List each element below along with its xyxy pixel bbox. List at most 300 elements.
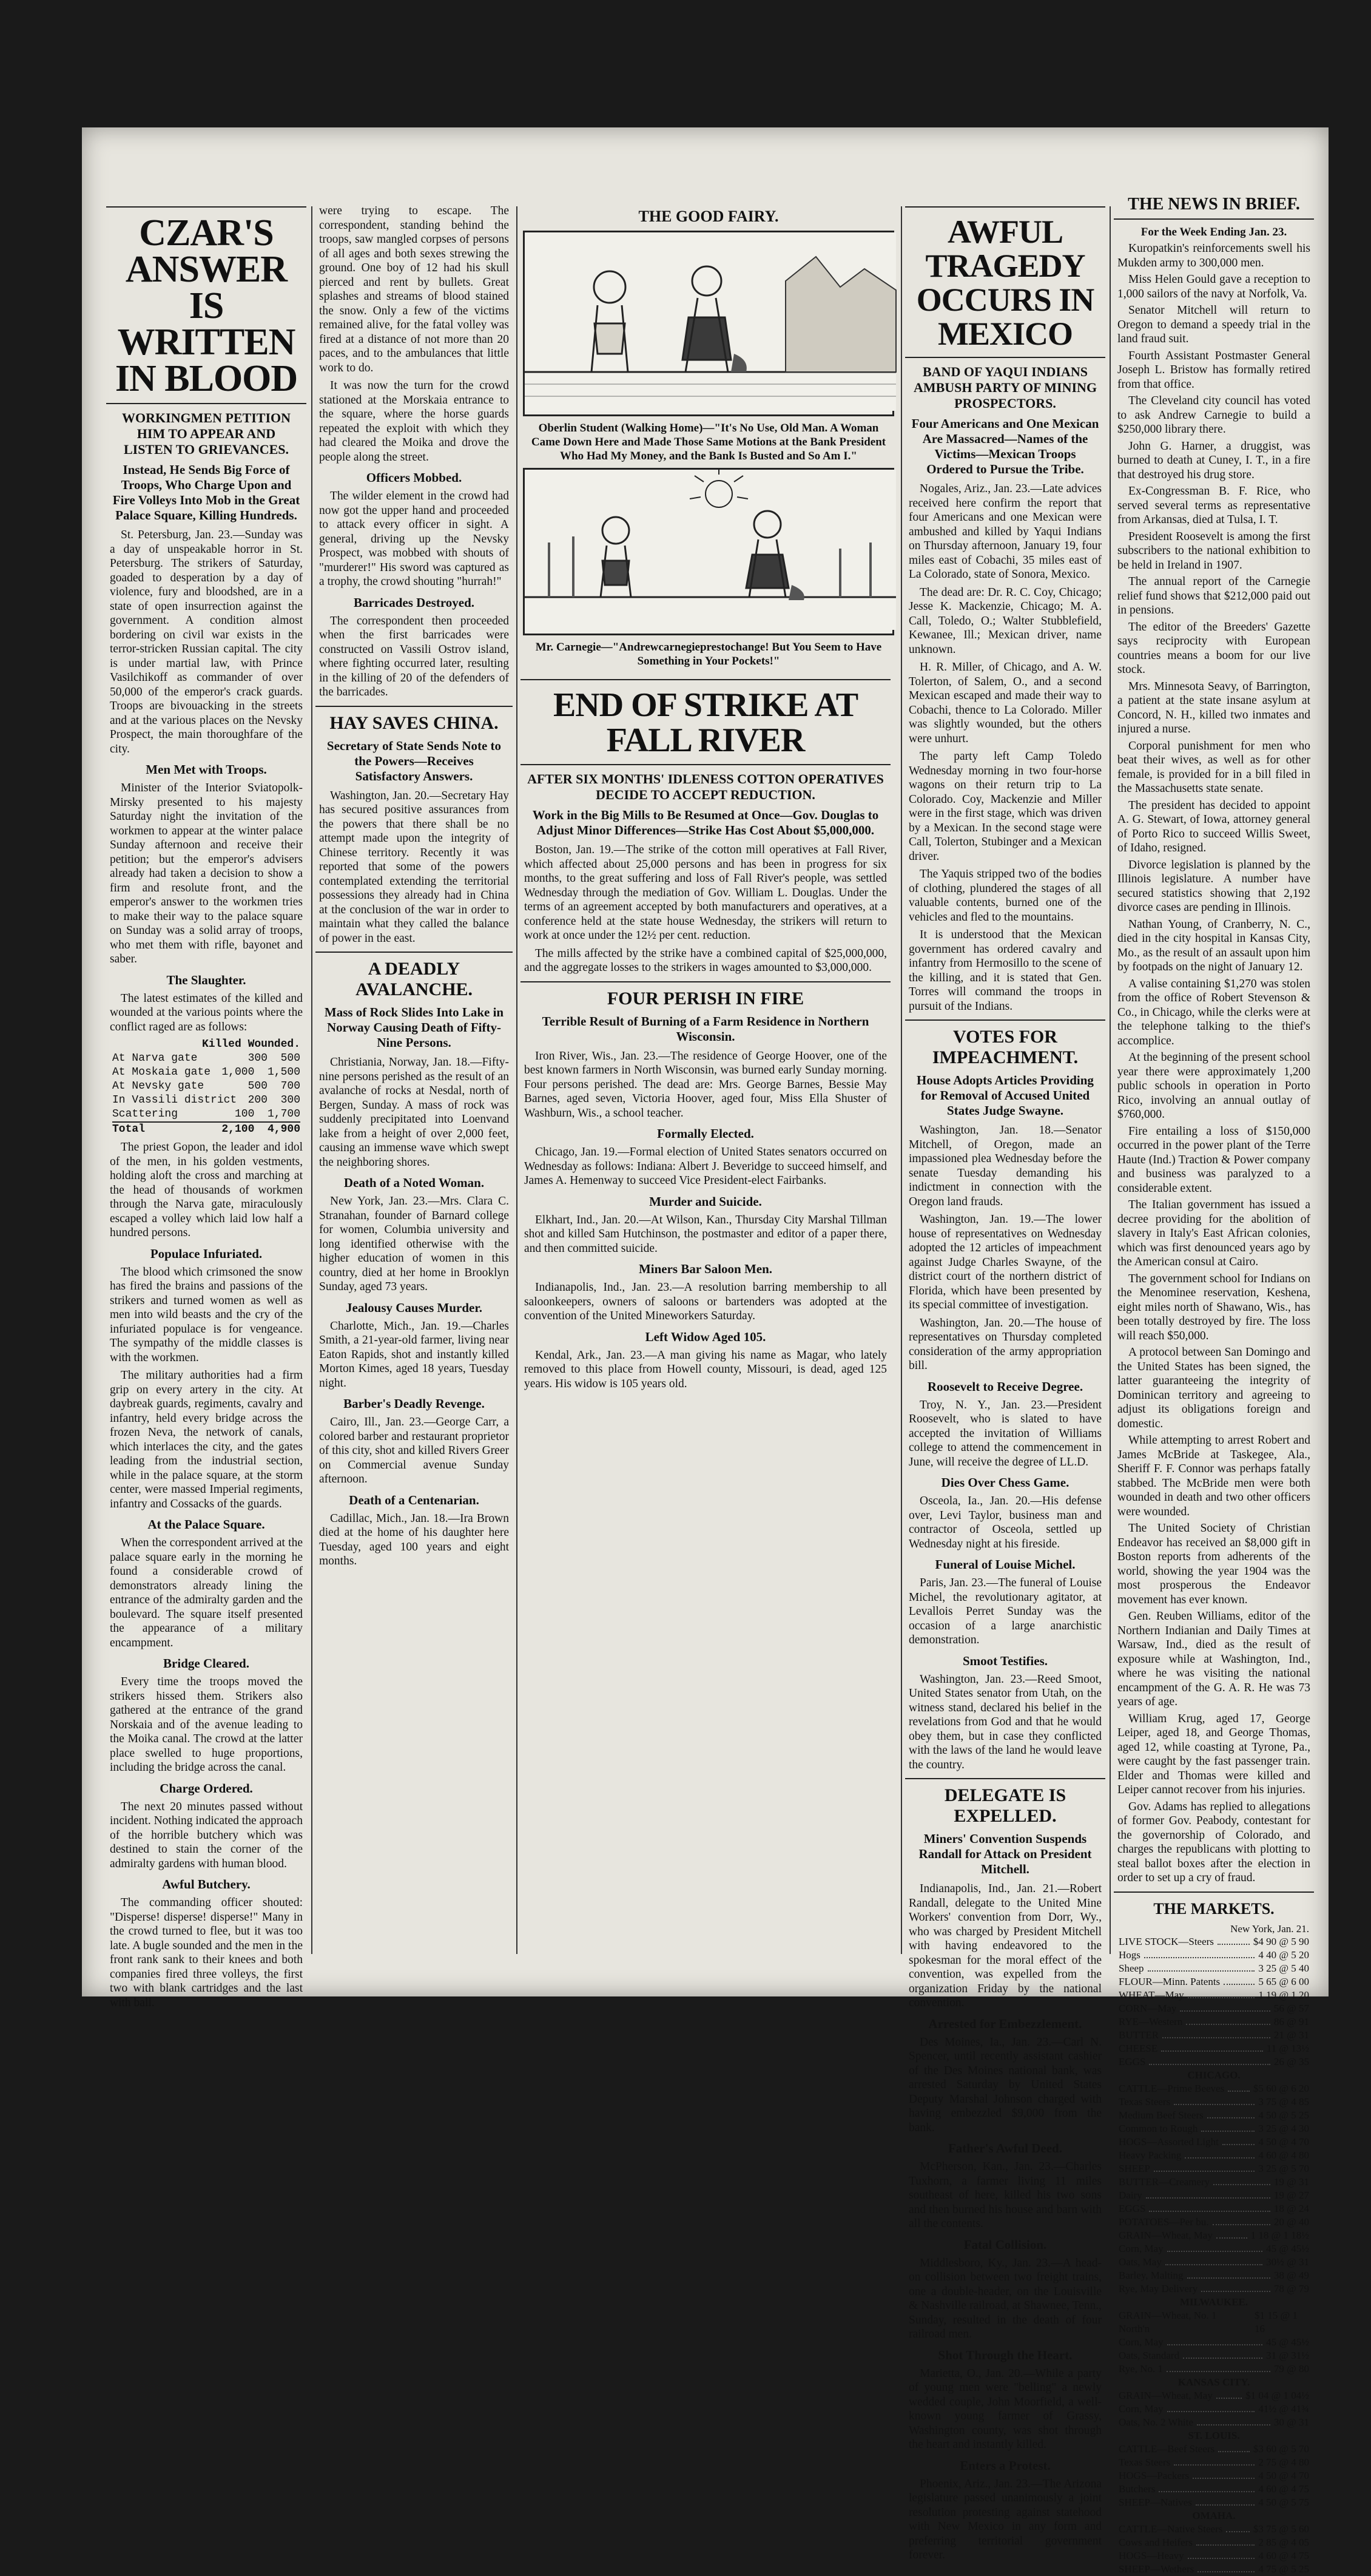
divider [315, 706, 513, 707]
market-item: EGGS [1119, 2202, 1146, 2214]
list-item: Fourth Assistant Postmaster General Joseph L. Bristow has formally retired from that office. [1117, 349, 1310, 391]
leader-dots [1226, 2523, 1249, 2532]
leader-dots [1174, 2456, 1255, 2466]
market-price: 4 50 @ 4 70 [1258, 2469, 1309, 2481]
leader-dots [1193, 2469, 1255, 2479]
deck-czar-1: WORKINGMEN PETITION HIM TO APPEAR AND LISTEN TO GRIEVANCES. [121, 410, 291, 457]
market-item: CATTLE—Prime Beeves [1119, 2082, 1225, 2094]
headline-czar: CZAR'S ANSWER IS WRITTEN IN BLOOD [115, 212, 298, 399]
market-row [1119, 2269, 1309, 2282]
table-cell: 300 [280, 1094, 300, 1106]
headline-fire: FOUR PERISH IN FIRE [607, 988, 804, 1009]
market-row [1119, 2202, 1309, 2216]
market-row [1119, 2002, 1309, 2015]
article-paragraph: McPherson, Kan., Jan. 23.—Charles Tuxhorn, a farmer living 11 miles southeast of here, killed his two sons and then burned his house and barn with all the contents. [909, 2160, 1102, 2230]
table-cell: 500 [248, 1080, 268, 1092]
article-paragraph: Middlesboro, Ky., Jan. 23.—A head-on collision between two freight trains, one a double-header, on the Louisville & Nashville railroad, at Shawnee, Tenn., Sunday, resulted in the death of four railroad men. [909, 2256, 1102, 2341]
market-row [1119, 1935, 1309, 1949]
headline-impeachment: VOTES FOR IMPEACHMENT. [932, 1027, 1079, 1067]
market-item: SHEEP—Wethers [1119, 2563, 1194, 2575]
article-paragraph: Indianapolis, Ind., Jan. 23.—A resolution barring membership to all saloonkeepers, owners of saloons or bartenders was adopted at the convention of the United Mineworkers Saturday. [524, 1281, 887, 1322]
market-item: CORN—May [1119, 2002, 1177, 2014]
market-item: Rye, May Delivery [1119, 2282, 1198, 2294]
subhead: Miners Bar Saloon Men. [638, 1262, 773, 1276]
article-paragraph: Nogales, Ariz., Jan. 23.—Late advices received here confirm the report that four Americans and one Mexican were ambushed and killed by Yaqui Indians on Thursday afternoon, January 19, four miles east of Cobachi, 35 miles east of La Colorado, state of Sonora, Mexico. [909, 482, 1102, 581]
subhead: Jealousy Causes Murder. [346, 1300, 482, 1315]
table-cell: 1,500 [267, 1066, 300, 1078]
market-row [1119, 2229, 1309, 2242]
market-price: $1 15 @ 1 16 [1254, 2309, 1298, 2334]
cartoon-illustration [525, 232, 896, 411]
news-in-brief-week: For the Week Ending Jan. 23. [1140, 226, 1287, 238]
divider [905, 206, 1105, 208]
table-row [112, 1052, 300, 1066]
list-item: The Cleveland city council has voted to ask Andrew Carnegie to build a $250,000 library there. [1117, 394, 1310, 436]
market-price: 2 75 @ 4 80 [1258, 2456, 1309, 2468]
leader-dots [1213, 2216, 1270, 2225]
table-cell: Scattering [112, 1108, 178, 1120]
market-item: Oats, May [1119, 2256, 1162, 2268]
market-item: LIVE STOCK—Steers [1119, 1935, 1214, 1947]
article-paragraph: Washington, Jan. 20.—The house of representatives on Thursday completed consideration of the army appropriation bill. [909, 1316, 1102, 1372]
subhead: Shot Through the Heart. [938, 2347, 1073, 2362]
market-row [1119, 1989, 1309, 2002]
subhead: Enters a Protest. [960, 2458, 1051, 2473]
leader-dots [1216, 2229, 1247, 2239]
market-row [1119, 2122, 1309, 2135]
market-row [1119, 2109, 1309, 2122]
column-3 [520, 200, 897, 1960]
market-item: ST. LOUIS. [1188, 2429, 1240, 2441]
subhead: Men Met with Troops. [146, 762, 267, 777]
market-row [1119, 2336, 1309, 2349]
market-price: 4 60 @ 4 75 [1258, 2483, 1309, 2495]
leader-dots [1213, 2175, 1270, 2185]
leader-dots [1216, 2389, 1242, 2399]
leader-dots [1154, 2162, 1255, 2172]
article-paragraph: Chicago, Jan. 19.—Formal election of United States senators occurred on Wednesday as follows: Indiana: Albert J. Beveridge to succeed himself, and James A. Hemenway to succeed Vice President-elect Fairbanks. [524, 1146, 887, 1187]
headline-hay: HAY SAVES CHINA. [329, 712, 499, 733]
list-item: The editor of the Breeders' Gazette says reciprocity with European countries means a boom for our live stock. [1117, 620, 1310, 676]
list-item: The annual report of the Carnegie relief fund shows that $212,000 paid out in pensions. [1117, 575, 1310, 617]
table-cell: 700 [280, 1080, 300, 1092]
market-price: $5 60 @ 6 20 [1253, 2082, 1309, 2094]
article-paragraph: Indianapolis, Ind., Jan. 21.—Robert Randall, delegate to the United Mine Workers' convention from Dorr, Wy., who was charged by President Mitchell with having endeavored to the spokesman for the moral effect of the convention, was expelled from the organization Friday by the national convention. [909, 1882, 1102, 2009]
headline-mexico: AWFUL TRAGEDY OCCURS IN MEXICO [916, 214, 1094, 352]
subhead: Bridge Cleared. [163, 1656, 249, 1671]
column-rule [901, 206, 902, 1954]
market-item: KANSAS CITY. [1177, 2376, 1250, 2388]
market-price: 19 @ 31 [1273, 2175, 1309, 2188]
market-item: GRAIN—Wheat, May [1119, 2389, 1213, 2401]
market-row [1119, 2389, 1309, 2402]
subhead: Roosevelt to Receive Degree. [927, 1379, 1083, 1394]
market-item: OMAHA. [1192, 2509, 1236, 2521]
market-price: 56 @ 57 [1273, 2002, 1309, 2014]
table-row [112, 1121, 300, 1137]
deck-impeachment: House Adopts Articles Providing for Removal of Accused United States Judge Swayne. [917, 1073, 1094, 1118]
market-row [1119, 2216, 1309, 2229]
divider [520, 764, 891, 765]
market-item: EGGS [1119, 2055, 1146, 2067]
article-paragraph: The priest Gopon, the leader and idol of the men, in his golden vestments, holding aloft the cross and marching at the head of thousands of workmen through the Narva gate, miraculously escaped a volley which laid low half a hundred persons. [110, 1141, 303, 1239]
leader-dots [1167, 2362, 1270, 2372]
article-paragraph: Charlotte, Mich., Jan. 19.—Charles Smith, a 21-year-old farmer, living near Eaton Rapids, shot and instantly killed Morton Kimes, aged 18 years, Tuesday night. [319, 1319, 509, 1390]
fall-river-and-more [520, 673, 897, 1394]
article-paragraph: The commanding officer shouted: "Disperse! disperse! disperse!" Many in the crowd turned to flee, but it was too late. A bugle sounded and the men in the front rank sank to their knees and both companies fired three volleys, the first two with blank cartridges and the last with ball. [110, 1896, 303, 2009]
headline-avalanche: A DEADLY AVALANCHE. [355, 959, 473, 999]
market-item: Oats, Standard [1119, 2349, 1180, 2361]
leader-dots [1188, 1989, 1255, 1998]
deck-hay: Secretary of State Sends Note to the Powers—Receives Satisfactory Answers. [326, 738, 502, 783]
list-item: John G. Harner, a druggist, was burned to death at Cuney, I. T., in a fire that destroyed his drug store. [1117, 439, 1310, 481]
markets-list [1114, 1935, 1314, 2576]
article-paragraph: The blood which crimsoned the snow has fired the brains and passions of the strikers and turned women as well as men into wild beasts and the cry of the infuriated populace is for vengeance. The sympathy of the middle classes is with the workmen. [110, 1265, 303, 1364]
market-price: 38 @ 49 [1273, 2269, 1309, 2281]
divider [905, 1019, 1105, 1021]
subhead: Arrested for Embezzlement. [928, 2016, 1082, 2031]
market-item: GRAIN—Wheat, No. 1 North'n [1119, 2309, 1217, 2334]
market-item: MILWAUKEE. [1179, 2296, 1248, 2308]
cartoon-title: THE GOOD FAIRY. [638, 208, 779, 225]
leader-dots [1174, 2095, 1255, 2105]
article-paragraph: Marietta, O., Jan. 20.—While a party of young men were "belling" a newly wedded couple, John Moorfield, a well-known young farmer of Grassy, Washington county, was shot through the heart and instantly killed. [909, 2367, 1102, 2451]
leader-dots [1188, 2549, 1255, 2559]
market-item: Dairy [1119, 2189, 1142, 2201]
article-paragraph: The wilder element in the crowd had now got the upper hand and proceeded to attack every officer in sight. A general, driving up the Nevsky Prospect, was mobbed with shouts of "murderer!" His sword was captured as a trophy, the crowd shouting "hurrah!" [319, 490, 509, 588]
divider [315, 952, 513, 953]
market-price: 4 60 @ 4 80 [1258, 2149, 1309, 2161]
column-rule [311, 206, 312, 1954]
column-rule [1110, 206, 1111, 1954]
market-item: Corn, May [1119, 2402, 1164, 2415]
table-cell: At Narva gate [112, 1052, 198, 1064]
market-row [1119, 2456, 1309, 2469]
market-row [1119, 2015, 1309, 2029]
cartoon-good-fairy [523, 231, 894, 416]
subhead: Formally Elected. [657, 1126, 754, 1141]
article-paragraph: Troy, N. Y., Jan. 23.—President Roosevelt, who is slated to have accepted the invitation of Williams college to attend the commencement in June, will receive the degree of LL.D. [909, 1398, 1102, 1469]
subhead: Funeral of Louise Michel. [935, 1557, 1076, 1572]
list-item: Senator Mitchell will return to Oregon to demand a speedy trial in the land fraud suit. [1117, 304, 1310, 345]
leader-dots [1146, 2189, 1270, 2199]
article-paragraph: The military authorities had a firm grip on every artery in the city. At daybreak guards, regiments, cavalry and infantry, held every bridge across the frozen Neva, the network of canals, which interlaces the city, and the gates leading from the industrial section, while in the palace square, at the storm center, were massed Imperial regiments, infantry and Cossacks of the guards. [110, 1369, 303, 1510]
leader-dots [1161, 2042, 1262, 2052]
column-2 [315, 200, 513, 1960]
market-price: 4 40 @ 5 20 [1258, 1949, 1309, 1961]
market-row [1119, 2402, 1309, 2416]
market-row [1119, 1949, 1309, 1962]
table-cell: 2,100 [221, 1123, 255, 1135]
market-row [1119, 2362, 1309, 2376]
leader-dots [1180, 2002, 1270, 2012]
market-row [1119, 2282, 1309, 2296]
article-paragraph: The party left Camp Toledo Wednesday morning in two four-horse wagons on their return trip to La Colorado. Coy, Mackenzie and Miller were in the first stage, which was driven by a Mexican. In the second stage were Call, Tolerton, Stubinger and a Mexican driver. [909, 750, 1102, 863]
leader-dots [1185, 2149, 1255, 2158]
leader-dots [1162, 2029, 1270, 2038]
leader-dots [1198, 2563, 1255, 2572]
table-cell: 300 [248, 1052, 268, 1064]
article-paragraph: Christiania, Norway, Jan. 18.—Fifty-nine persons perished as the result of an avalanche of rocks at Nesdal, north of Bergen, Sunday. A mass of rock was suddenly precipitated into Loenvand lake from a height of over 2,000 feet, causing an immense wave which swept the neighboring shores. [319, 1056, 509, 1169]
deck-fire: Terrible Result of Burning of a Farm Residence in Northern Wisconsin. [542, 1013, 869, 1044]
subhead: Smoot Testifies. [962, 1653, 1048, 1668]
market-price: 4 75 @ 5 25 [1258, 2563, 1309, 2575]
article-paragraph: Phoenix, Ariz., Jan. 23.—The Arizona legislature passed unanimously a joint resolution protesting against statehood with New Mexico in any form and preferring territorial government forever. [909, 2477, 1102, 2561]
market-row [1119, 2189, 1309, 2202]
list-item: The Italian government has issued a decree providing for the abolition of slavery in Italy's East African colonies, which was first denounced years ago by the American consul at Cairo. [1117, 1198, 1310, 1268]
article-paragraph: Washington, Jan. 23.—Reed Smoot, United States senator from Utah, on the witness stand, declared his belief in the revelations from God and that he would obey them, but in case they conflicted with the laws of the land he would leave the country. [909, 1672, 1102, 1771]
column-3-lower [520, 673, 891, 1394]
market-item: HOGS—Heavy [1119, 2549, 1184, 2561]
market-item: SHEEP [1119, 2162, 1150, 2174]
leader-dots [1186, 2015, 1270, 2025]
market-row [1119, 2563, 1309, 2576]
article-paragraph: The mills affected by the strike have a combined capital of $25,000,000, and the aggregate losses to the strikers in wages amounted to $3,000,000. [524, 947, 887, 974]
leader-dots [1207, 2109, 1255, 2118]
market-row [1119, 2042, 1309, 2055]
market-row [1119, 2256, 1309, 2269]
market-price: 86 @ 91 [1273, 2015, 1309, 2027]
table-cell: At Nevsky gate [112, 1080, 204, 1092]
deck-delegate: Miners' Convention Suspends Randall for Attack on President Mitchell. [918, 1831, 1092, 1876]
article-paragraph: Iron River, Wis., Jan. 23.—The residence of George Hoover, one of the best known farmers in North Wisconsin, was burned early Sunday morning. Four persons perished. The dead are: Mrs. George Barnes, Bessie May Barnes, aged seven, Victoria Hoover, aged four, Miss Ella Shuster of Washburn, Wis., a school teacher. [524, 1049, 887, 1120]
casualty-table [112, 1038, 300, 1137]
table-cell: 1,000 [221, 1066, 255, 1078]
markets-subtitle: New York, Jan. 21. [1230, 1922, 1309, 1935]
leader-dots [1196, 2496, 1255, 2506]
market-price: 3 25 @ 5 40 [1258, 1962, 1309, 1974]
market-price: 26 @ 35 [1273, 2055, 1309, 2067]
article-paragraph: were trying to escape. The correspondent, standing behind the troops, saw mangled corpses of persons of all ages and both sexes strewing the ground. One boy of 12 had his skull pierced and rent by bullets. Great splashes and streams of blood stained the snow. Only a few of the victims remained alive, for the fatal volley was fired at a distance of not more than 20 paces, and to the ambulances that little work to do. [319, 205, 509, 374]
list-item: The government school for Indians on the Menominee reservation, Keshena, eight miles north of Shawano, Wis., has been totally destroyed by fire. The loss will reach $50,000. [1117, 1272, 1310, 1342]
market-price: 2 85 @ 4 05 [1258, 2536, 1309, 2548]
newspaper-page [82, 127, 1329, 2575]
cartoon-illustration [525, 470, 896, 630]
article-paragraph: Boston, Jan. 19.—The strike of the cotton mill operatives at Fall River, which affected about 25,000 persons and has been in progress for six months, to the great suffering and loss of Fall River's people, was settled Wednesday through the mediation of Gov. William L. Douglas. Under the terms of an agreement accepted by both manufacturers and operatives, at a conference held at the state house Wednesday, the strikers will return to work at once under the 12½ per cent. reduction. [524, 843, 887, 942]
deck-avalanche: Mass of Rock Slides Into Lake in Norway Causing Death of Fifty-Nine Persons. [324, 1005, 504, 1050]
table-cell: 1,700 [267, 1108, 300, 1120]
market-item: Texas Steers [1119, 2095, 1171, 2108]
market-row [1119, 2536, 1309, 2549]
leader-dots [1165, 2256, 1262, 2265]
leader-dots [1167, 2242, 1262, 2252]
market-price: $3 75 @ 5 60 [1253, 2523, 1309, 2535]
article-paragraph: Paris, Jan. 23.—The funeral of Louise Michel, the revolutionary agitator, at Levallois Perret Sunday was the occasion of a large anarchistic demonstration. [909, 1577, 1102, 1646]
column-4 [905, 200, 1105, 2561]
list-item: The president has decided to appoint A. G. Stewart, of Iowa, attorney general of Porto Rico to succeed Willis Sweet, of Idaho, resigned. [1117, 799, 1310, 854]
article-paragraph: Kendal, Ark., Jan. 23.—A man giving his name as Magar, who lately removed to this place from Howell county, Missouri, is dead, aged 125 years. His widow is 105 years old. [524, 1348, 887, 1390]
market-item: Oats, No. 2 White [1119, 2416, 1193, 2428]
market-price: 21 @ 31 [1273, 2029, 1309, 2041]
subhead: Death of a Noted Woman. [343, 1175, 485, 1190]
subhead: Barricades Destroyed. [353, 595, 475, 610]
market-price: 1 18 @ 1 18½ [1250, 2229, 1309, 2241]
market-price: 5 65 @ 6 00 [1258, 1975, 1309, 1987]
market-price: 18 @ 24 [1273, 2202, 1309, 2214]
market-row [1119, 2242, 1309, 2256]
leader-dots [1167, 2402, 1255, 2412]
headline-fall-river: END OF STRIKE AT FALL RIVER [553, 686, 858, 759]
market-price: 3 25 @ 5 70 [1258, 2162, 1309, 2174]
market-price: 1 19 @ 1 20 [1258, 1989, 1309, 2001]
list-item: A protocol between San Domingo and the United States has been signed, the latter guaranteeing the integrity of Dominican territory and agreeing to adjust its obligations foreign and domestic. [1117, 1346, 1310, 1430]
article-paragraph: Cairo, Ill., Jan. 23.—George Carr, a colored barber and restaurant proprietor of this city, shot and killed Rivers Greer on Commercial avenue Sunday afternoon. [319, 1416, 509, 1486]
leader-dots [1144, 1949, 1255, 1958]
subhead: Father's Awful Deed. [948, 2141, 1062, 2155]
list-item: Gen. Reuben Williams, editor of the Northern Indianian and Daily Times at Warsaw, Ind., died as the result of exposure while at Washington, Ind., where he was visiting the national encampment of the G. A. R. He was 73 years of age. [1117, 1610, 1310, 1708]
market-item: Butchers [1119, 2483, 1156, 2495]
leader-dots [1187, 2269, 1270, 2279]
divider [520, 981, 891, 982]
list-item: Divorce legislation is planned by the Illinois legislature. A number have secured statistics showing that 2,192 divorce cases are pending in Illinois. [1117, 858, 1310, 914]
market-price: 20 @ 40 [1273, 2216, 1309, 2228]
market-item: SHEEP—Natives [1119, 2496, 1192, 2508]
article-paragraph: Minister of the Interior Sviatopolk-Mirsky presented to his majesty Saturday night the invitation of the workmen to appear at the winter palace Sunday afternoon and receive their petition; but the emperor's advisers already had taken a decision to show a firm and resolute front, and the emperor's answer to the workmen tries to make their way to the palace square on Sunday was a solid array of troops, who met them with rifle, bayonet and saber. [110, 782, 303, 965]
markets-title: THE MARKETS. [1153, 1899, 1275, 1918]
market-row [1119, 2416, 1309, 2429]
market-row [1119, 2483, 1309, 2496]
market-price: 4 50 @ 5 25 [1258, 2109, 1309, 2121]
market-item: Heavy Packing [1119, 2149, 1182, 2161]
market-row [1119, 2149, 1309, 2162]
market-price: $1 04 @ 1 04½ [1245, 2389, 1309, 2401]
list-item: Nathan Young, of Cranberry, N. C., died in the city hospital in Kansas City, Mo., as the result of an assault upon him by footpads on the night of January 12. [1117, 918, 1310, 973]
list-item: While attempting to arrest Robert and James McBride at Taskegee, Ala., Sheriff F. F. Connor was perhaps fatally stabbed. The McBride men were both wounded in death and two other officers were wounded. [1117, 1434, 1310, 1518]
market-row [1119, 2309, 1309, 2336]
market-price: $3 60 @ 5 70 [1253, 2442, 1309, 2455]
subhead: Fatal Collision. [963, 2237, 1047, 2252]
market-row [1119, 2082, 1309, 2095]
divider [106, 206, 306, 208]
market-item: CHICAGO. [1187, 2069, 1241, 2081]
leader-dots [1159, 2483, 1255, 2492]
deck-mexico-1: BAND OF YAQUI INDIANS AMBUSH PARTY OF MINING PROSPECTORS. [913, 364, 1097, 411]
market-item: Corn, May [1119, 2242, 1164, 2254]
column-rule [516, 206, 517, 1954]
market-price: 45 @ 45½ [1266, 2336, 1309, 2348]
list-item: Miss Helen Gould gave a reception to 1,000 sailors of the navy at Norfolk, Va. [1117, 273, 1310, 300]
market-row [1119, 2429, 1309, 2442]
article-paragraph: Washington, Jan. 19.—The lower house of representatives on Wednesday adopted the 12 articles of impeachment against Judge Charles Swayne, of the district court of the northern district of Florida, which have been presented by its special committee of investigation. [909, 1213, 1102, 1311]
market-price: 41½ @ 41¾ [1258, 2402, 1309, 2415]
article-paragraph: Cadillac, Mich., Jan. 18.—Ira Brown died at the home of his daughter here Tuesday, aged 100 years and eight months. [319, 1512, 509, 1567]
market-price: 4 60 @ 4 75 [1258, 2549, 1309, 2561]
article-paragraph: St. Petersburg, Jan. 23.—Sunday was a day of unspeakable horror in St. Petersburg. The strikers of Saturday, goaded to desperation by a day of violence, fury and bloodshed, are in a state of open insurrection against the government. A condition almost bordering on civil war exists in the terror-stricken Russian capital. The city is under martial law, with Prince Vasilchikoff as commander of over 50,000 of the emperor's crack guards. Troops are bivouacking in the streets and at the various places on the Nevsky Prospect, the main thoroughfare of the city. [110, 529, 303, 756]
list-item: Mrs. Minnesota Seavy, of Barrington, a patient at the state insane asylum at Concord, N. H., killed two inmates and injured a nurse. [1117, 680, 1310, 735]
market-price: 30 @ 31 [1273, 2416, 1309, 2428]
cartoon-carnegie [523, 468, 894, 635]
subhead: Charge Ordered. [160, 1780, 253, 1796]
market-item: RYE—Western [1119, 2015, 1183, 2027]
leader-dots [1201, 2282, 1270, 2292]
article-paragraph: Every time the troops moved the strikers hissed them. Strikers also gathered at the entrance of the grand Norskaia and of the avenue leading to the Moika canal. The crowd at the latter place swelled to huge proportions, including the bridge across the canal. [110, 1675, 303, 1774]
table-row [112, 1066, 300, 1080]
market-item: Sheep [1119, 1962, 1144, 1974]
cartoon-caption: Mr. Carnegie—"Andrewcarnegieprestochange! But You Seem to Have Something in Your Pockets!" [535, 641, 882, 668]
article-paragraph: Washington, Jan. 20.—Secretary Hay has secured positive assurances from the powers that there shall be no attempt made upon the integrity of Chinese territory. Recently it was reported that some of the powers contemplated extending the territorial possessions they already had in China at the conclusion of the war in order to maintain what they called the balance of power in the east. [319, 789, 509, 945]
deck-czar-2: Instead, He Sends Big Force of Troops, Who Charge Upon and Fire Volleys Into Mob in the Great Palace Square, Killing Hundreds. [112, 462, 300, 522]
market-item: WHEAT—May [1119, 1989, 1184, 2001]
subhead: Awful Butchery. [162, 1877, 251, 1891]
table-cell: In Vassili district [112, 1094, 237, 1106]
list-item: Fire entailing a loss of $150,000 occurred in the power plant of the Terre Haute (Ind.) Traction & Power company and business was paralyzed to a considerable extent. [1117, 1124, 1310, 1195]
market-row [1119, 2296, 1309, 2309]
list-item: Ex-Congressman B. F. Rice, who served several terms as representative from Arkansas, died at Tulsa, I. T. [1117, 485, 1310, 526]
subhead: Murder and Suicide. [649, 1194, 762, 1209]
article-paragraph: The Yaquis stripped two of the bodies of clothing, plundered the stages of all valuable contents, burned one of the vehicles and fled to the mountains. [909, 868, 1102, 924]
market-item: Cows and Heifers [1119, 2536, 1193, 2548]
column-1 [106, 200, 306, 2009]
market-item: HOGS—Packers [1119, 2469, 1190, 2481]
divider [905, 1778, 1105, 1779]
market-row [1119, 1975, 1309, 1989]
market-price: 31 @ 31½ [1266, 2349, 1309, 2361]
market-row [1119, 2376, 1309, 2389]
market-price: 4 50 @ 5 75 [1258, 2496, 1309, 2508]
market-price: 78 @ 79 [1273, 2282, 1309, 2294]
deck-mexico-2: Four Americans and One Mexican Are Massacred—Names of the Victims—Mexican Troops Ordered to Pursue the Tribe. [911, 416, 1099, 476]
article-paragraph: It was now the turn for the crowd stationed at the Morskaia entrance to the square, where the horse guards repeated the exploit with which they had cleared the Moika and drove the people along the street. [319, 379, 509, 464]
market-item: Barley, Malting [1119, 2269, 1184, 2281]
news-in-brief-list [1114, 242, 1314, 1885]
market-item: Texas Steers [1119, 2456, 1171, 2468]
market-item: FLOUR—Minn. Patents [1119, 1975, 1221, 1987]
market-item: GRAIN—Wheat, May [1119, 2229, 1213, 2241]
market-price: $4 90 @ 5 90 [1253, 1935, 1309, 1947]
market-row [1119, 2162, 1309, 2175]
leader-dots [1197, 2416, 1270, 2426]
market-item: Corn, May [1119, 2336, 1164, 2348]
list-item: William Krug, aged 17, George Leiper, aged 18, and George Thomas, aged 12, while coasting at Tyrone, Pa., were caught by the fast passenger train. Elder and Thomas were killed and Leiper cannot recover from his injuries. [1117, 1712, 1310, 1796]
market-price: 4 50 @ 4 70 [1258, 2135, 1309, 2148]
divider [520, 679, 891, 680]
table-row [112, 1080, 300, 1094]
leader-dots [1196, 2536, 1255, 2546]
market-price: 79 @ 80 [1273, 2362, 1309, 2375]
market-item: HOGS—Assorted Light [1119, 2135, 1219, 2148]
subhead: Officers Mobbed. [366, 470, 462, 485]
market-item: POTATOES—Per bu. [1119, 2216, 1209, 2228]
divider [1114, 1891, 1314, 1893]
market-price: 45 @ 45½ [1266, 2242, 1309, 2254]
market-item: Rye, No. 1 [1119, 2362, 1163, 2375]
article-paragraph: The dead are: Dr. R. C. Coy, Chicago; Jesse K. Mackenzie, Chicago; M. A. Call, Toledo, O.; Walter Stubblefield, Kewanee, Ill.; Mexican driver, name unknown. [909, 586, 1102, 656]
leader-dots [1218, 1935, 1250, 1945]
list-item: Kuropatkin's reinforcements swell his Mukden army to 300,000 men. [1117, 242, 1310, 269]
market-item: CATTLE—Native Steers [1119, 2523, 1223, 2535]
market-item: BUTTER—Creamery [1119, 2175, 1210, 2188]
article-paragraph: The latest estimates of the killed and wounded at the various points where the conflict raged are as follows: [110, 992, 303, 1033]
cartoon-caption: Oberlin Student (Walking Home)—"It's No Use, Old Man. A Woman Came Down Here and Made Those Same Motions at the Bank President Who Had My Money, and the Bank Is Busted and So Am I." [531, 422, 886, 462]
list-item: A valise containing $1,270 was stolen from the office of Robert Stevenson & Co., in Chicago, while the clerks were at the telephone talking to the thief's accomplice. [1117, 977, 1310, 1047]
table-header: Killed Wounded. [201, 1038, 300, 1050]
subhead: At the Palace Square. [147, 1517, 265, 1532]
subhead: Populace Infuriated. [150, 1246, 263, 1261]
market-row [1119, 2069, 1309, 2082]
article-paragraph: Washington, Jan. 18.—Senator Mitchell, of Oregon, made an impassioned plea Wednesday before the senate Tuesday demanding his indictment in connection with the Oregon land frauds. [909, 1124, 1102, 1208]
leader-dots [1222, 2135, 1255, 2145]
subhead: Barber's Deadly Revenge. [343, 1396, 485, 1411]
market-row [1119, 2095, 1309, 2109]
leader-dots [1167, 2336, 1262, 2345]
table-row [112, 1107, 300, 1121]
table-cell: Total [112, 1123, 146, 1135]
market-row [1119, 2029, 1309, 2042]
market-row [1119, 2135, 1309, 2149]
market-row [1119, 2175, 1309, 2189]
divider [905, 357, 1105, 358]
article-paragraph: New York, Jan. 23.—Mrs. Clara C. Stranahan, founder of Barnard college for women, Columbia university and long identified otherwise with the higher education of women in this country, died at her home in Brooklyn Sunday, aged 73 years. [319, 1195, 509, 1293]
